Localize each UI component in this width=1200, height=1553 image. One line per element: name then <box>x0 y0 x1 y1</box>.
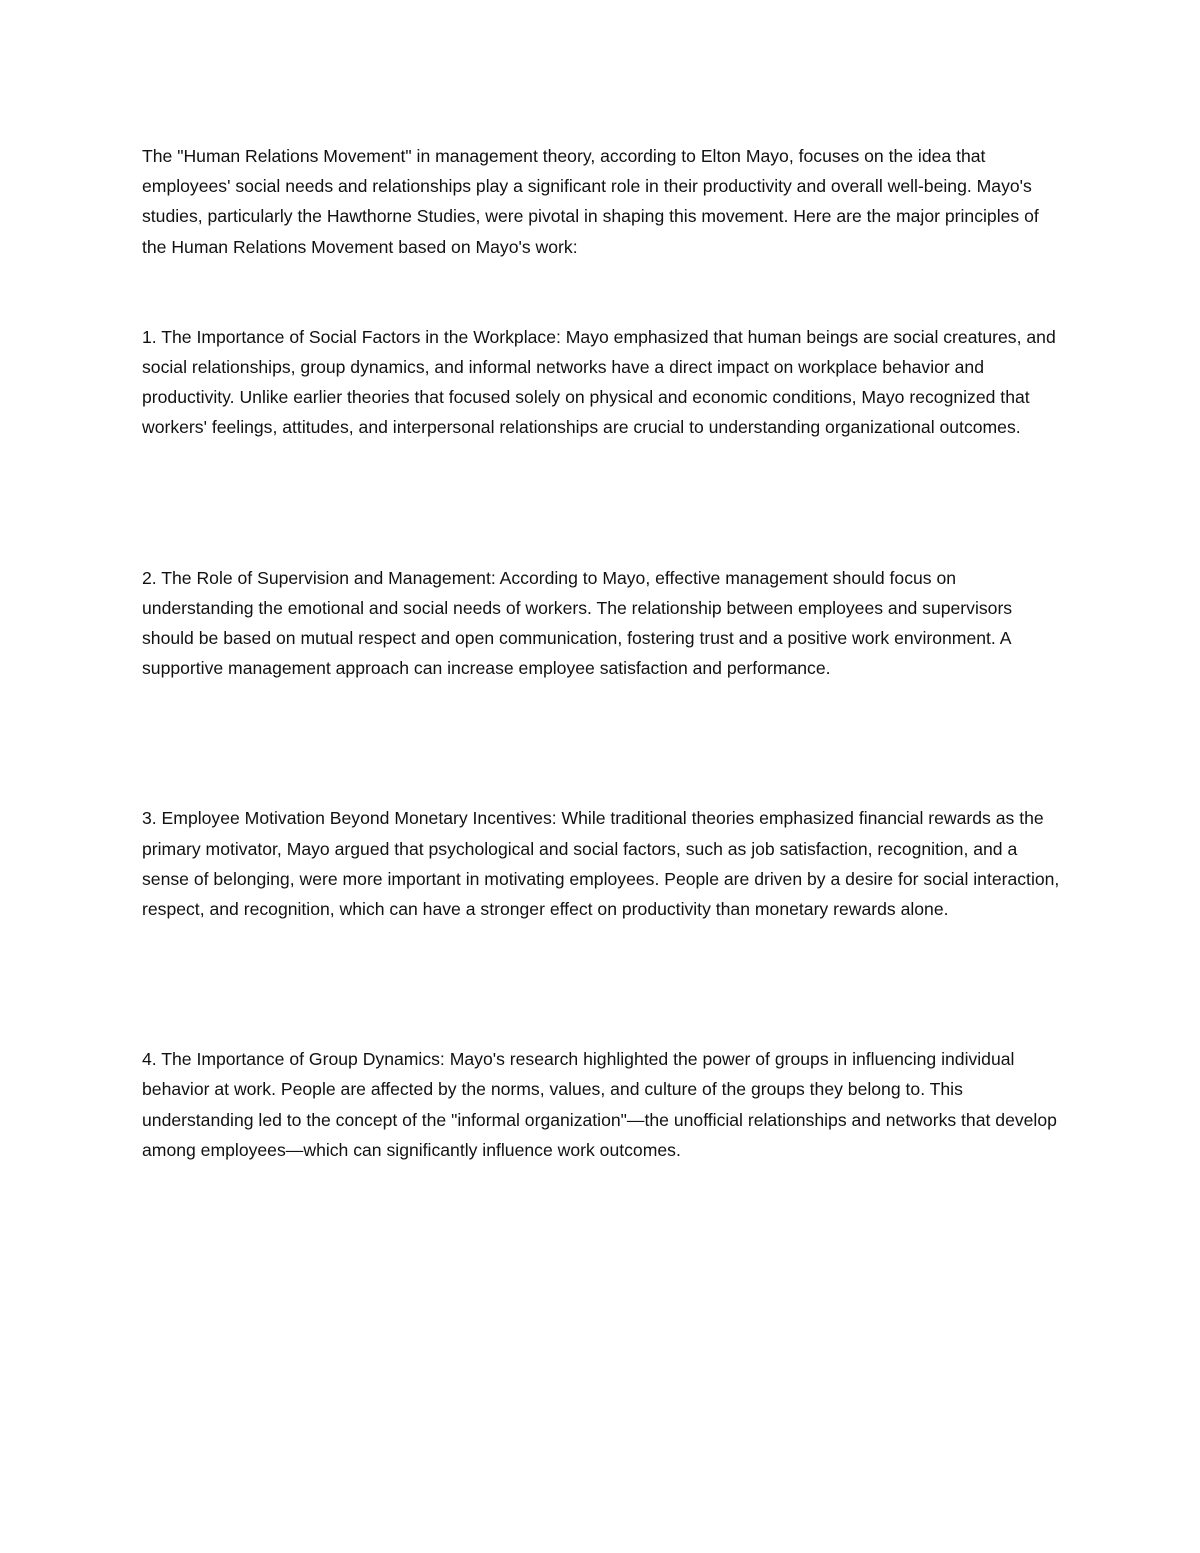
principle-paragraph-2: 2. The Role of Supervision and Management: According to Mayo, effective management should focus on understanding the emotional and social needs of workers. The relationship between employees and supervisors should be based on mutual respect and open communication, fostering trust and a positive work environment. A supportive management approach can increase employee satisfaction and performance. <box>142 567 1013 679</box>
principle-paragraph-4: 4. The Importance of Group Dynamics: Mayo's research highlighted the power of groups in influencing individual behavior at work. People are affected by the norms, values, and culture of the groups they belong to. This understanding led to the concept of the "informal organization"—the unofficial relationships and networks that develop among employees—which can significantly influence work outcomes. <box>142 1049 1057 1160</box>
intro-paragraph: The "Human Relations Movement" in management theory, according to Elton Mayo, focuses on the idea that employees' social needs and relationships play a significant role in their productivity and overall well-being. Mayo's studies, particularly the Hawthorne Studies, were pivotal in shaping this movement. Here are the major principles of the Human Relations Movement based on Mayo's work: <box>142 146 1039 257</box>
principle-paragraph-1: 1. The Importance of Social Factors in the Workplace: Mayo emphasized that human beings are social creatures, and social relationships, group dynamics, and informal networks have a direct impact on workplace behavior and productivity. Unlike earlier theories that focused solely on physical and economic conditions, Mayo recognized that workers' feelings, attitudes, and interpersonal relationships are crucial to understanding organizational outcomes. <box>142 326 1056 438</box>
document-body <box>142 141 1062 1165</box>
principle-paragraph-3: 3. Employee Motivation Beyond Monetary Incentives: While traditional theories emphasized financial rewards as the primary motivator, Mayo argued that psychological and social factors, such as job satisfaction, recognition, and a sense of belonging, were more important in motivating employees. People are driven by a desire for social interaction, respect, and recognition, which can have a stronger effect on productivity than monetary rewards alone. <box>142 808 1060 920</box>
